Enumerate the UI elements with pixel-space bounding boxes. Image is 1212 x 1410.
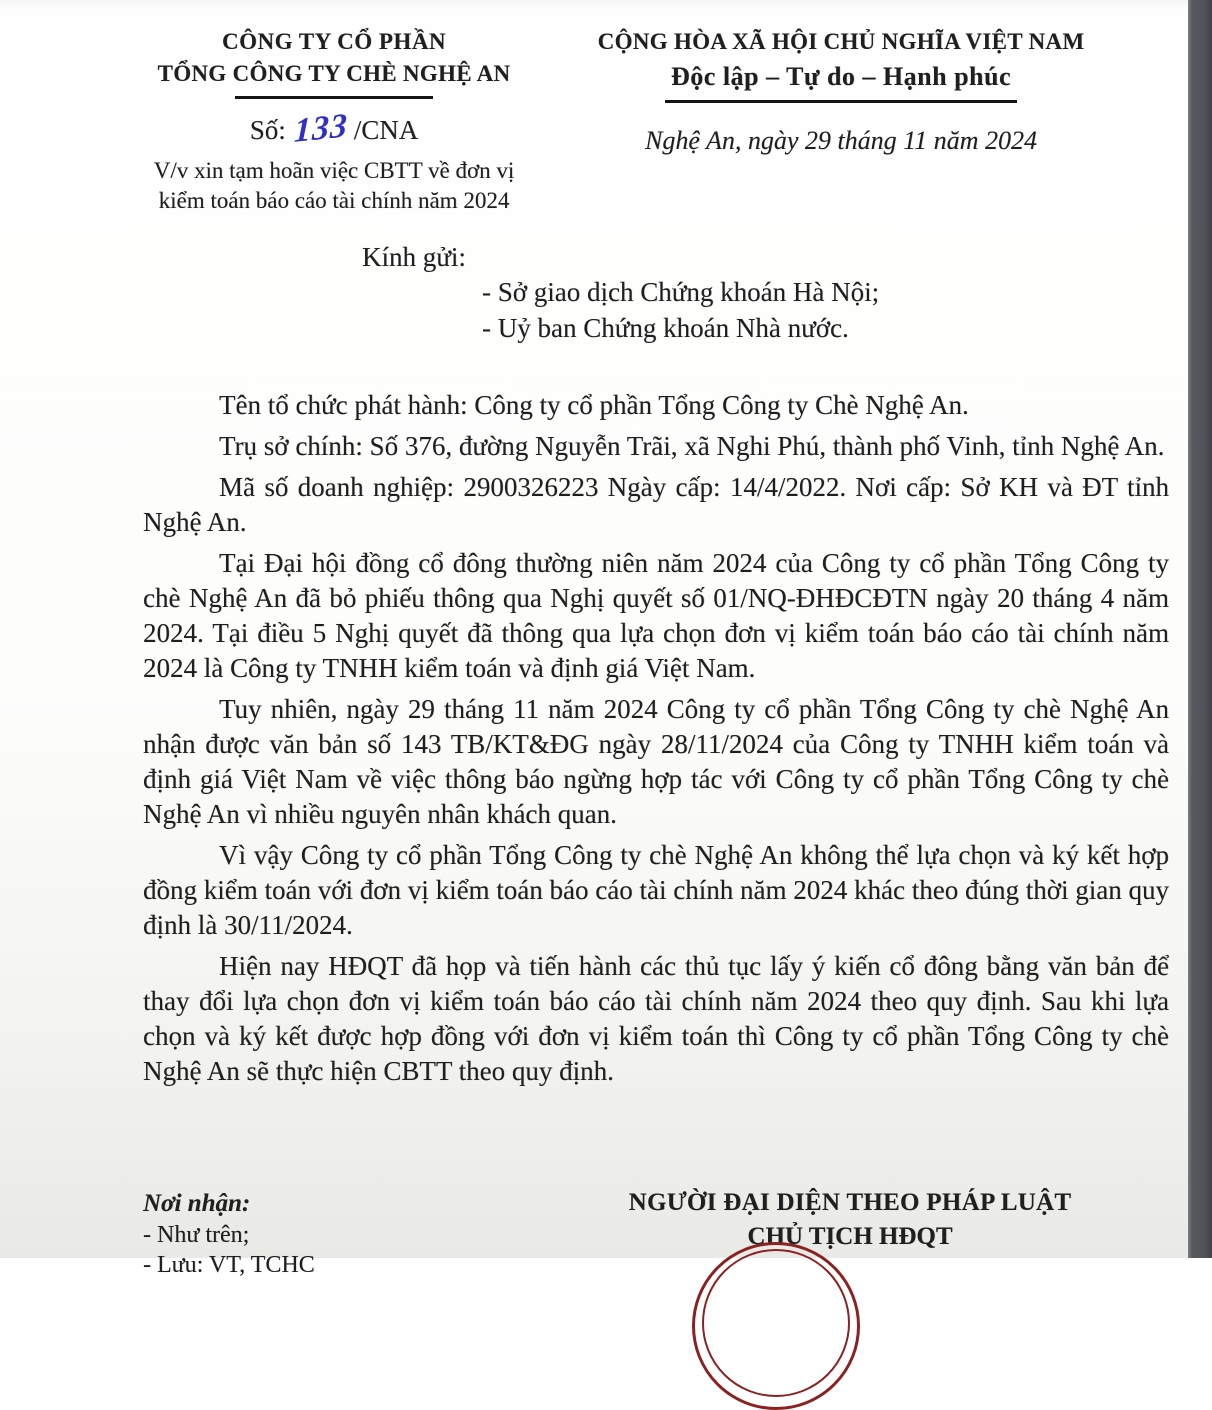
body-paragraph: Trụ sở chính: Số 376, đường Nguyễn Trãi, xã Nghi Phú, thành phố Vinh, tỉnh Nghệ An.	[219, 431, 1165, 461]
recipients-note-title: Nơi nhận:	[143, 1190, 251, 1217]
recipient-item: - Uỷ ban Chứng khoán Nhà nước.	[482, 313, 849, 343]
document-number-line	[118, 107, 550, 150]
national-header-rule	[665, 100, 1017, 103]
body-paragraph: Tại Đại hội đồng cổ đông thường niên năm 2024 của Công ty cổ phần Tổng Công ty chè Nghệ An đã bỏ phiếu thông qua Nghị quyết số 01/NQ-ĐHĐCĐTN ngày 20 tháng 4 năm 2024. Tại điều 5 Nghị quyết đã thông qua lựa chọn đơn vị kiểm toán báo cáo tài chính năm 2024 là Công ty TNHH kiểm toán và định giá Việt Nam.	[143, 548, 1169, 683]
body-paragraph: Hiện nay HĐQT đã họp và tiến hành các thủ tục lấy ý kiến cổ đông bằng văn bản để thay đổi lựa chọn đơn vị kiểm toán báo cáo tài chính năm 2024 theo quy định. Sau khi lựa chọn và ký kết được hợp đồng với đơn vị kiểm toán thì Công ty cổ phần Tổng Công ty chè Nghệ An sẽ thực hiện CBTT theo quy định.	[143, 951, 1169, 1086]
subject-line2: kiểm toán báo cáo tài chính năm 2024	[158, 188, 510, 213]
subject-line1: V/v xin tạm hoãn việc CBTT về đơn vị	[153, 158, 515, 183]
place-date-line: Nghệ An, ngày 29 tháng 11 năm 2024	[645, 126, 1037, 155]
company-header	[118, 26, 550, 216]
company-name-line1: CÔNG TY CỔ PHẦN	[221, 29, 447, 54]
salutation: Kính gửi:	[362, 242, 466, 272]
document-number-handwritten: 133	[293, 107, 349, 150]
document-number-label: Số:	[249, 115, 286, 145]
recipient-item: - Sở giao dịch Chứng khoán Hà Nội;	[482, 277, 880, 307]
signer-title-line2: CHỦ TỊCH HĐQT	[747, 1223, 953, 1250]
scan-edge-bar	[1188, 0, 1212, 1258]
recipient-list	[482, 274, 879, 346]
body-paragraph: Vì vậy Công ty cổ phần Tổng Công ty chè Nghệ An không thể lựa chọn và ký kết hợp đồng kiểm toán với đơn vị kiểm toán báo cáo tài chính năm 2024 khác theo đúng thời gian quy định là 30/11/2024.	[143, 840, 1169, 940]
red-seal-top-arc	[690, 1242, 862, 1258]
company-name-line2: TỔNG CÔNG TY CHÈ NGHỆ AN	[157, 61, 511, 86]
seal-inner-ring	[702, 1249, 850, 1397]
recipients-note-item: - Như trên;	[143, 1222, 250, 1248]
recipients-note-item: - Lưu: VT, TCHC	[143, 1252, 315, 1278]
document-number-suffix: /CNA	[353, 115, 419, 145]
national-header	[565, 26, 1117, 157]
company-header-rule	[235, 96, 433, 99]
letter-body	[143, 388, 1169, 1095]
body-paragraph: Tuy nhiên, ngày 29 tháng 11 năm 2024 Công ty cổ phần Tổng Công ty chè Nghệ An nhận được văn bản số 143 TB/KT&ĐG ngày 28/11/2024 của Công ty TNHH kiểm toán và định giá Việt Nam về việc thông báo ngừng hợp tác với Công ty cổ phần Tổng Công ty chè Nghệ An vì nhiều nguyên nhân khách quan.	[143, 694, 1169, 829]
body-paragraph: Tên tổ chức phát hành: Công ty cổ phần Tổng Công ty Chè Nghệ An.	[219, 390, 969, 420]
national-motto-line2: Độc lập – Tự do – Hạnh phúc	[671, 62, 1011, 91]
signer-title-line1: NGƯỜI ĐẠI DIỆN THEO PHÁP LUẬT	[628, 1189, 1072, 1216]
recipients-note	[143, 1188, 315, 1280]
body-paragraph: Mã số doanh nghiệp: 2900326223 Ngày cấp: 14/4/2022. Nơi cấp: Sở KH và ĐT tỉnh Nghệ An.	[143, 472, 1169, 537]
national-motto-line1: CỘNG HÒA XÃ HỘI CHỦ NGHĨA VIỆT NAM	[597, 29, 1085, 54]
